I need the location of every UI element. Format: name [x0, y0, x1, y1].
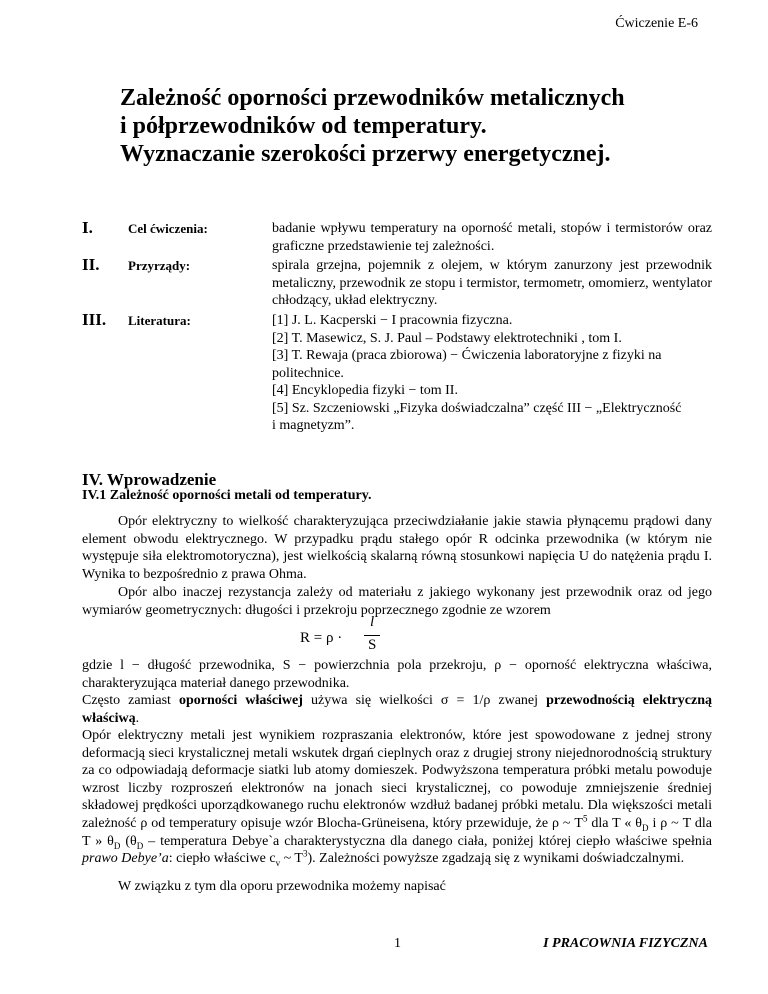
- section-literature: [82, 312, 712, 442]
- paragraph-conductivity: [82, 692, 712, 727]
- intro-heading: IV. Wprowadzenie: [82, 470, 217, 489]
- literature-item: [5] Sz. Szczeniowski „Fizyka doświadczalna” część III − „Elektryczność: [272, 400, 682, 416]
- literature-item-continuation: politechnice.: [272, 365, 344, 381]
- literature-list: [272, 312, 712, 435]
- metal-text-4: (θ: [120, 833, 137, 849]
- formula-numerator: l: [370, 614, 375, 630]
- formula-lhs: R = ρ ·: [300, 630, 343, 646]
- resistance-formula: [300, 614, 420, 654]
- intro-subheading: IV.1 Zależność oporności metali od temperatury.: [82, 488, 372, 503]
- metal-sub-d: D: [642, 822, 649, 833]
- metal-sup-5: 5: [582, 813, 588, 824]
- conductivity-text-1: Często zamiast: [82, 693, 179, 708]
- literature-item: [1] J. L. Kacperski − I pracownia fizyczna.: [272, 313, 513, 328]
- literature-item-continuation: i magnetyzm”.: [272, 418, 355, 433]
- conductivity-term-conductivity: przewodnością elektryczną właściwą: [82, 693, 712, 726]
- section-equipment-label: Przyrządy:: [128, 258, 191, 273]
- title-line-2: i półprzewodników od temperatury.: [120, 113, 487, 139]
- paragraph-metal-resistance: [82, 727, 712, 868]
- metal-text-8: ). Zależności powyższe zgadzają się z wynikami doświadczalnymi.: [307, 851, 685, 867]
- metal-sub-d: D: [136, 840, 144, 851]
- metal-text-1: Opór elektryczny metali jest wynikiem rozpraszania elektronów, które jest spowodowane z jednej strony deformacją sieci krystalicznej metali wskutek drgań cieplnych oraz z drugiej strony niejednorodnością struktury za co odpowiadają deformacje siatki lub atomy domieszek. Podwyższona temperatura próbki metalu powoduje wzrost liczby rozproszeń elektronów na jonach sieci krystalicznej, co powoduje zmniejszenie średniej składowej prędkości uporządkowanego ruchu elektronów wzdłuż badanej próbki metalu. Dla większości metali zależność ρ od temperatury opisuje wzór Blocha-Grüneisena, który przewiduje, że ρ ~ T: [82, 728, 712, 831]
- section-literature-number: III.: [82, 310, 107, 329]
- metal-debye-law: prawo Debye’a: [82, 851, 169, 867]
- section-equipment-text: spirala grzejna, pojemnik z olejem, w którym zanurzony jest przewodnik metaliczny, przewodnik ze stopu i termistor, termometr, omomierz, wentylator chłodzący, układ elektryczny.: [272, 258, 712, 308]
- title-line-3: Wyznaczanie szerokości przerwy energetycznej.: [120, 141, 611, 167]
- section-goal-label: Cel ćwiczenia:: [128, 221, 208, 236]
- section-literature-label: Literatura:: [128, 313, 191, 328]
- conductivity-text-3: .: [135, 710, 140, 726]
- metal-sup-3: 3: [302, 848, 308, 859]
- metal-text-5: – temperatura Debye`a charakterystyczna dla danego ciała, poniżej której ciepło właściwe spełnia: [143, 833, 713, 849]
- paragraph-formula-legend: gdzie l − długość przewodnika, S − powierzchnia pola przekroju, ρ − oporność elektryczna właściwa, charakteryzująca materiał danego przewodnika.: [82, 658, 712, 691]
- metal-text-6: : ciepło właściwe c: [168, 851, 276, 867]
- section-equipment: [82, 257, 712, 311]
- paragraph-resistance-definition: Opór elektryczny to wielkość charakteryzująca przeciwdziałanie jakie stawia płynącemu prądowi dany element obwodu elektrycznego. W przypadku prądu stałego opór R odcinka przewodnika (w którym nie występuje siła elektromotoryczna), jest wielkością skalarną równą stosunkowi napięcia U do natężenia prądu I. Wynika to bezpośrednio z prawa Ohma.: [82, 514, 712, 582]
- literature-item: [4] Encyklopedia fizyki − tom II.: [272, 383, 458, 398]
- metal-text-3: i ρ ~ T dla T » θ: [82, 815, 713, 849]
- metal-text-7: ~ T: [280, 851, 303, 867]
- paragraph-resistance-material: Opór albo inaczej rezystancja zależy od materiału z jakiego wykonany jest przewodnik oraz od jego wymiarów geometrycznych: długości i przekroju poprzecznego zgodnie ze wzorem: [82, 585, 712, 618]
- literature-item: [2] T. Masewicz, S. J. Paul – Podstawy elektrotechniki , tom I.: [272, 330, 622, 346]
- formula-denominator: S: [368, 637, 377, 653]
- page-number: 1: [394, 936, 401, 951]
- conductivity-term-resistivity: oporności właściwej: [178, 693, 303, 708]
- conductivity-text-2: używa się wielkości σ = 1/ρ zwanej: [302, 693, 547, 708]
- metal-sub-d: D: [113, 840, 121, 851]
- paragraph-resistance-intro: W związku z tym dla oporu przewodnika możemy napisać: [118, 879, 446, 894]
- section-goal-number: I.: [82, 218, 93, 237]
- section-equipment-number: II.: [82, 255, 100, 274]
- metal-sub-v: v: [275, 857, 281, 868]
- title-line-1: Zależność oporności przewodników metalicznych: [120, 85, 625, 111]
- exercise-header: Ćwiczenie E-6: [615, 16, 698, 31]
- literature-item: [3] T. Rewaja (praca zbiorowa) − Ćwiczenia laboratoryjne z fizyki na: [272, 348, 662, 363]
- metal-text-2: dla T « θ: [587, 815, 643, 831]
- section-goal: [82, 220, 712, 256]
- section-goal-text: badanie wpływu temperatury na oporność metali, stopów i termistorów oraz graficzne przedstawienie tej zależności.: [272, 221, 712, 254]
- fraction-bar: [364, 635, 380, 636]
- footer-label: I PRACOWNIA FIZYCZNA: [543, 936, 708, 951]
- page-title: [120, 84, 720, 168]
